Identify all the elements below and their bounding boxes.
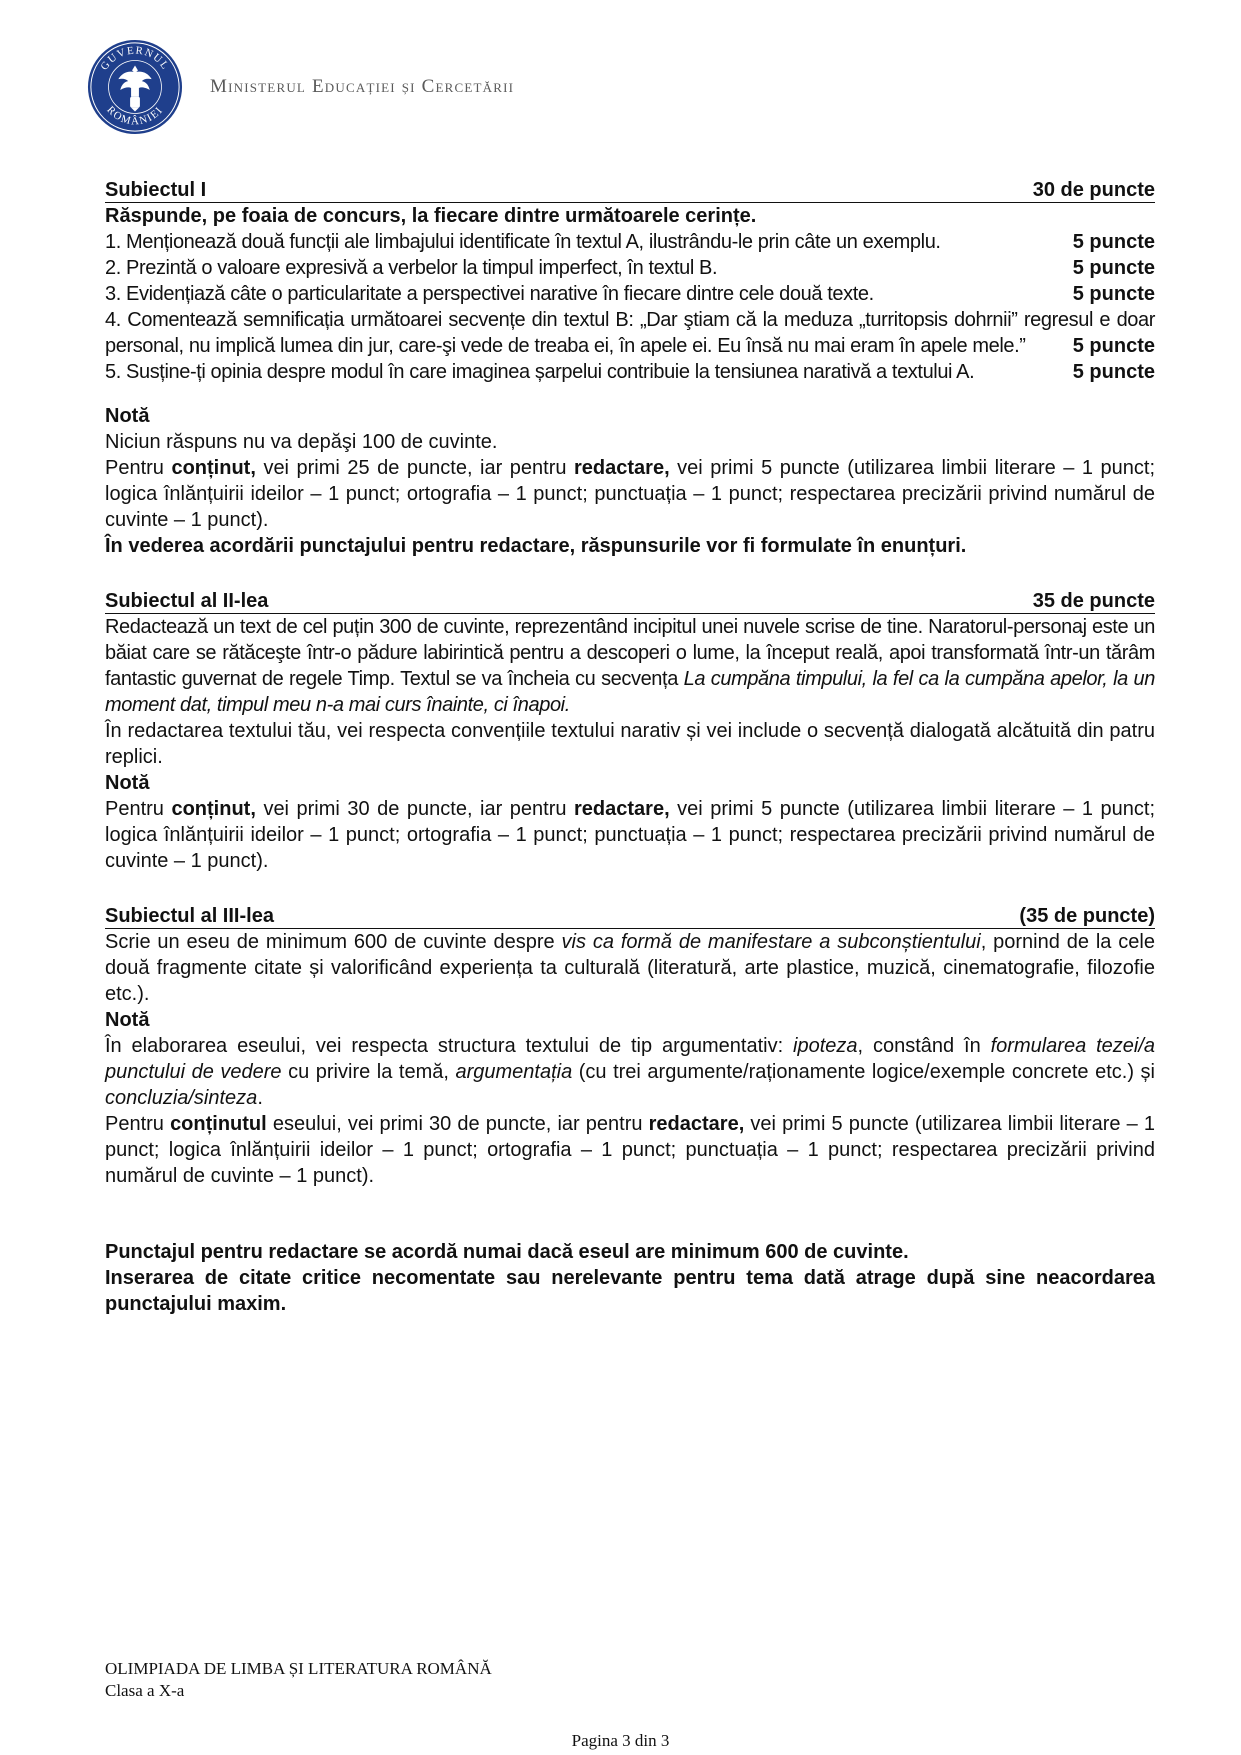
text: Pentru bbox=[105, 798, 164, 820]
section-3-points: (35 de puncte) bbox=[1019, 905, 1155, 927]
text-italic: argumentația bbox=[455, 1061, 573, 1083]
section-1-instruction: Răspunde, pe foaia de concurs, la fiecare dintre următoarele cerințe. bbox=[105, 205, 757, 227]
section-2-title: Subiectul al II-lea bbox=[105, 590, 269, 612]
text: Pentru bbox=[105, 457, 164, 479]
question-1 bbox=[105, 229, 1155, 255]
section-1-note-2 bbox=[105, 455, 1155, 533]
section-2-task bbox=[105, 614, 1155, 718]
text-bold: conținutul bbox=[170, 1113, 267, 1135]
section-1-title: Subiectul I bbox=[105, 179, 207, 201]
text-bold: redactare, bbox=[574, 798, 670, 820]
text: Pentru bbox=[105, 1113, 164, 1135]
section-3-note-2 bbox=[105, 1111, 1155, 1189]
section-2-points: 35 de puncte bbox=[1032, 590, 1155, 612]
section-1-header bbox=[105, 178, 1155, 203]
exam-content bbox=[105, 178, 1155, 1317]
question-5 bbox=[105, 359, 1155, 385]
question-3 bbox=[105, 281, 1155, 307]
question-points: 5 puncte bbox=[1072, 257, 1155, 279]
section-3-note-1 bbox=[105, 1033, 1155, 1111]
text: vei primi 5 puncte (utilizarea limbii literare – 1 punct; logica înlănțuirii ideilor – 1 punct; ortografia – 1 punct; punctuația – 1 punct; respectarea precizării privind numărul de cuvinte – 1 punct). bbox=[105, 1113, 1156, 1187]
section-1-points: 30 de puncte bbox=[1032, 179, 1155, 201]
text-italic: concluzia/sinteza bbox=[105, 1087, 258, 1109]
text: vei primi 30 de puncte, iar pentru bbox=[263, 798, 567, 820]
section-3-task bbox=[105, 929, 1155, 1007]
text-bold: conținut, bbox=[171, 457, 256, 479]
section-2-header bbox=[105, 589, 1155, 614]
section-3-note-title: Notă bbox=[105, 1009, 150, 1031]
text: În elaborarea eseului, vei respecta structura textului de tip argumentativ: bbox=[105, 1035, 784, 1057]
text: Scrie un eseu de minimum 600 de cuvinte despre bbox=[105, 931, 555, 953]
section-1-note-title: Notă bbox=[105, 405, 150, 427]
section-2-note-title: Notă bbox=[105, 772, 150, 794]
svg-text:ROMÂNIEI: ROMÂNIEI bbox=[104, 103, 166, 128]
text-bold: redactare, bbox=[574, 457, 670, 479]
footer-class: Clasa a X-a bbox=[105, 1681, 185, 1700]
text: eseului, vei primi 30 de puncte, iar pentru bbox=[272, 1113, 643, 1135]
text-italic: formularea tezei/a punctului de vedere bbox=[105, 1035, 1156, 1083]
page-number: Pagina 3 din 3 bbox=[571, 1731, 670, 1750]
section-3-title: Subiectul al III-lea bbox=[105, 905, 274, 927]
text-bold: conținut, bbox=[171, 798, 256, 820]
text-italic: La cumpăna timpului, la fel ca la cumpăna apelor, la un moment dat, timpul meu n-a mai curs înainte, ci înapoi. bbox=[105, 668, 1155, 716]
text: (cu trei argumente/raționamente logice/exemple concrete etc.) și bbox=[578, 1061, 1155, 1083]
question-text: 5. Susține-ți opinia despre modul în care imaginea șarpelui contribuie la tensiunea narativă a textului A. bbox=[105, 361, 975, 383]
final-note-2: Inserarea de citate critice necomentate sau nerelevante pentru tema dată atrage după sine neacordarea punctajului maxim. bbox=[105, 1267, 1155, 1315]
text: Redactează un text de cel puțin 300 de cuvinte, reprezentând incipitul unei nuvele scrise de tine. Naratorul-personaj este un băiat care se rătăceşte într-o pădure labirintică pentru a descoperi o lume, la început reală, apoi transformată într-un tărâm fantastic guvernat de regele Timp. Textul se va încheia cu secvența bbox=[105, 616, 1155, 690]
final-note-1: Punctajul pentru redactare se acordă numai dacă eseul are minimum 600 de cuvinte. bbox=[105, 1241, 909, 1263]
text: vei primi 5 puncte (utilizarea limbii literare – 1 punct; logica înlănțuirii ideilor – 1 punct; ortografia – 1 punct; punctuația – 1 punct; respectarea precizării privind numărul de cuvinte – 1 punct). bbox=[105, 457, 1156, 531]
section-1-note-3: În vederea acordării punctajului pentru redactare, răspunsurile vor fi formulate în enunțuri. bbox=[105, 535, 967, 557]
question-4 bbox=[105, 307, 1155, 359]
text-italic: vis ca formă de manifestare a subconștientului bbox=[561, 931, 981, 953]
text-bold: redactare, bbox=[648, 1113, 745, 1135]
section-3-header bbox=[105, 904, 1155, 929]
ministry-name: Ministerul Educației și Cercetării bbox=[210, 76, 515, 97]
text: . bbox=[257, 1087, 263, 1109]
question-points: 5 puncte bbox=[1072, 283, 1155, 305]
section-2-note bbox=[105, 796, 1155, 874]
question-text: 4. Comentează semnificația următoarei secvențe din textul B: „Dar ştiam că la meduza „turritopsis dohrnii” regresul e doar personal, nu implică lumea din jur, care-şi vede de treaba ei, în apele ei. Eu însă nu mai eram în apele mele.” bbox=[105, 309, 1155, 357]
question-4-points: 5 puncte bbox=[1072, 335, 1155, 357]
text-italic: ipoteza bbox=[793, 1035, 858, 1057]
text: , constând în bbox=[857, 1035, 981, 1057]
text: cu privire la temă, bbox=[288, 1061, 449, 1083]
page-footer bbox=[105, 1658, 492, 1702]
section-2-requirements: În redactarea textului tău, vei respecta convențiile textului narativ și vei include o secvență dialogată alcătuită din patru replici. bbox=[105, 720, 1155, 768]
question-points: 5 puncte bbox=[1072, 231, 1155, 253]
text: vei primi 5 puncte (utilizarea limbii literare – 1 punct; logica înlănțuirii ideilor – 1 punct; ortografia – 1 punct; punctuația – 1 punct; respectarea precizării privind numărul de cuvinte – 1 punct). bbox=[105, 798, 1156, 872]
government-emblem-icon bbox=[86, 38, 184, 136]
footer-olympiad: OLIMPIADA DE LIMBA ȘI LITERATURA ROMÂNĂ bbox=[105, 1659, 492, 1678]
question-text: 2. Prezintă o valoare expresivă a verbelor la timpul imperfect, în textul B. bbox=[105, 257, 718, 279]
question-text: 1. Menționează două funcții ale limbajului identificate în textul A, ilustrându-le prin câte un exemplu. bbox=[105, 231, 941, 253]
question-points: 5 puncte bbox=[1072, 361, 1155, 383]
question-2 bbox=[105, 255, 1155, 281]
svg-text:GUVERNUL: GUVERNUL bbox=[98, 44, 172, 73]
page-header bbox=[86, 38, 686, 138]
question-text: 3. Evidențiază câte o particularitate a perspectivei narative în fiecare dintre cele două texte. bbox=[105, 283, 874, 305]
text: vei primi 25 de puncte, iar pentru bbox=[263, 457, 567, 479]
section-1-note-1: Niciun răspuns nu va depăşi 100 de cuvinte. bbox=[105, 431, 498, 453]
text: , pornind de la cele două fragmente citate și valorificând experiența ta culturală (literatură, arte plastice, muzică, cinematografie, filozofie etc.). bbox=[105, 931, 1155, 1005]
